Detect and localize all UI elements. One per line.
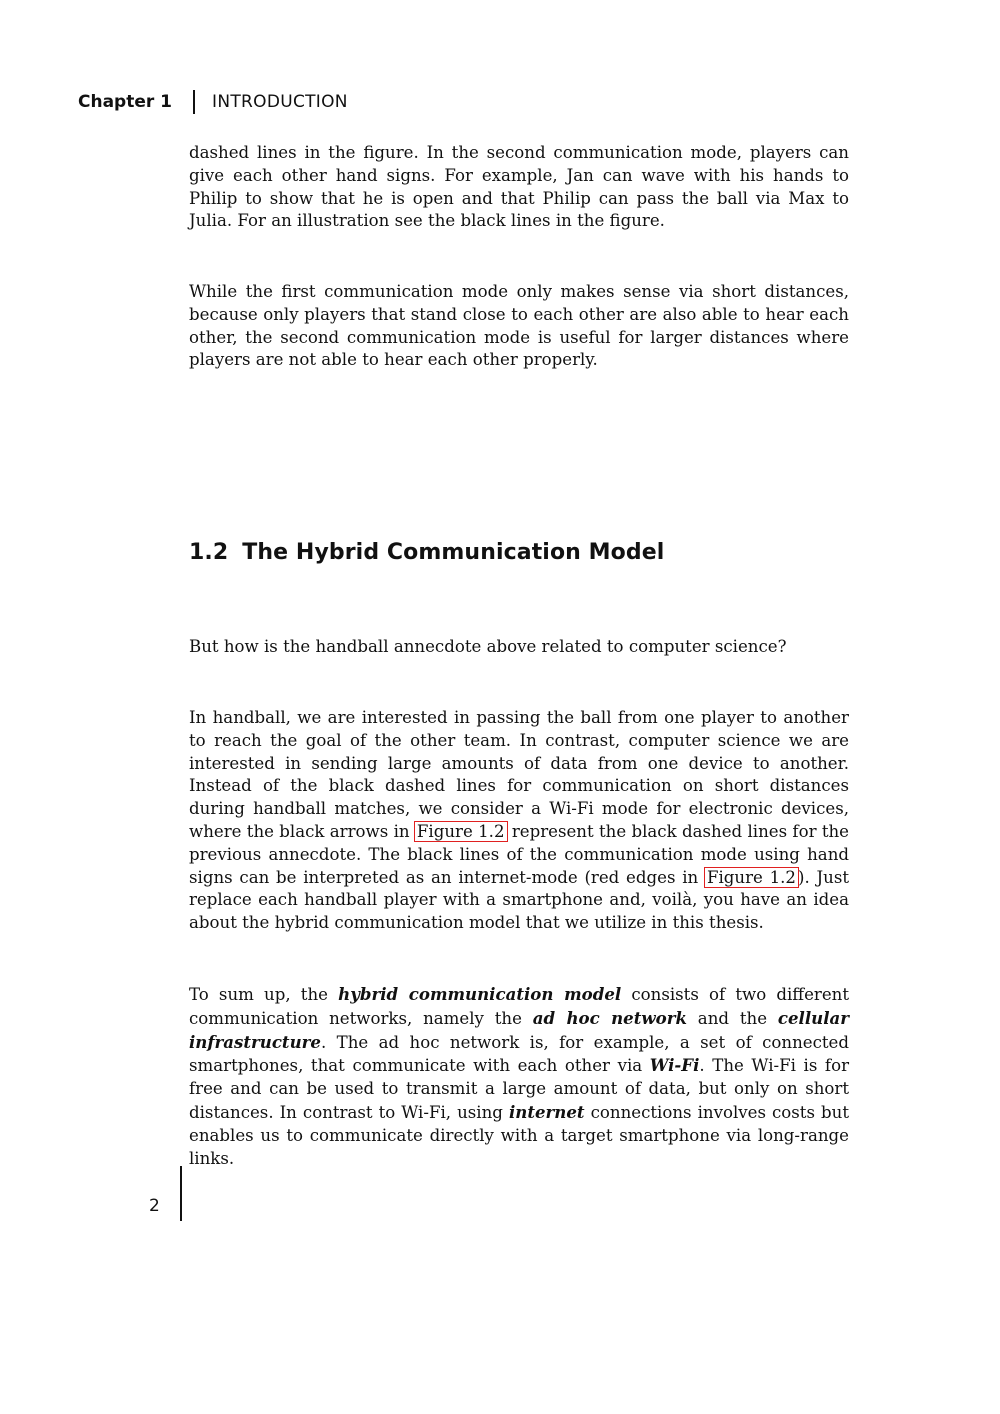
term-ad-hoc-network: ad hoc network — [532, 1007, 687, 1028]
figure-1-2-link[interactable]: Figure 1.2 — [416, 821, 505, 841]
paragraph-5 — [189, 983, 849, 1170]
term-hybrid-communication-model: hybrid communication model — [338, 984, 622, 1004]
term-wi-fi: Wi-Fi — [649, 1055, 700, 1076]
chapter-label: Chapter 1 — [78, 92, 173, 112]
paragraph-4-text-a: In handball, we are interested in passing the ball from one player to another to reach the goal of the other team. In contrast, computer science we are interested in sending large amounts of data from one device to another. Instead of the black dashed lines for communication on short distances during handball matches, we consider a Wi-Fi mode for electronic devices, where the black arrows in — [189, 708, 849, 841]
paragraph-3: But how is the handball annecdote above related to computer science? — [189, 637, 787, 656]
paragraph-4 — [189, 707, 849, 935]
chapter-title: INTRODUCTION — [212, 92, 348, 112]
paragraph-5-text-b: consists of two different communication networks, namely the — [189, 985, 849, 1028]
paragraph-2: While the first communication mode only makes sense via short distances, because only players that stand close to each other are also able to hear each other, the second communication mode is useful for larger distances where players are not able to hear each other properly. — [189, 282, 849, 370]
paragraph-5-text-d: . The ad hoc network is, for example, a set of connected smartphones, that communicate with each other via — [189, 1032, 849, 1076]
running-header — [78, 88, 348, 116]
page-number: 2 — [149, 1196, 160, 1216]
header-divider — [193, 90, 195, 114]
paragraph-5-text-e: . The Wi-Fi is for free and can be used to transmit a large amount of data, but only on short distances. In contrast to Wi-Fi, using — [189, 1056, 849, 1122]
paragraph-5-text-f: connections involves costs but enables us to communicate directly with a target smartphone via long-range links. — [189, 1102, 849, 1168]
section-heading — [189, 540, 664, 565]
term-cellular-infrastructure: cellular infrastructure — [189, 1007, 850, 1052]
paragraph-5-text-a: To sum up, the — [189, 985, 339, 1004]
footer-divider — [180, 1166, 182, 1221]
paragraph-5-text-c: and the — [686, 1008, 778, 1028]
figure-1-2-link-2[interactable]: Figure 1.2 — [706, 867, 796, 887]
section-title: The Hybrid Communication Model — [242, 540, 665, 565]
paragraph-4-text-c: ). Just replace each handball player with a smartphone and, voilà, you have an idea about the hybrid communication model that we utilize in this thesis. — [189, 867, 850, 933]
section-number: 1.2 — [189, 540, 229, 565]
paragraph-1: dashed lines in the figure. In the second communication mode, players can give each other hand signs. For example, Jan can wave with his hands to Philip to show that he is open and that Philip can pass the ball via Max to Julia. For an illustration see the black lines in the figure. — [189, 143, 849, 231]
paragraph-4-text-b: represent the black dashed lines for the previous annecdote. The black lines of the communication mode using hand signs can be interpreted as an internet-mode (red edges in — [189, 821, 850, 887]
term-internet: internet — [508, 1101, 585, 1122]
